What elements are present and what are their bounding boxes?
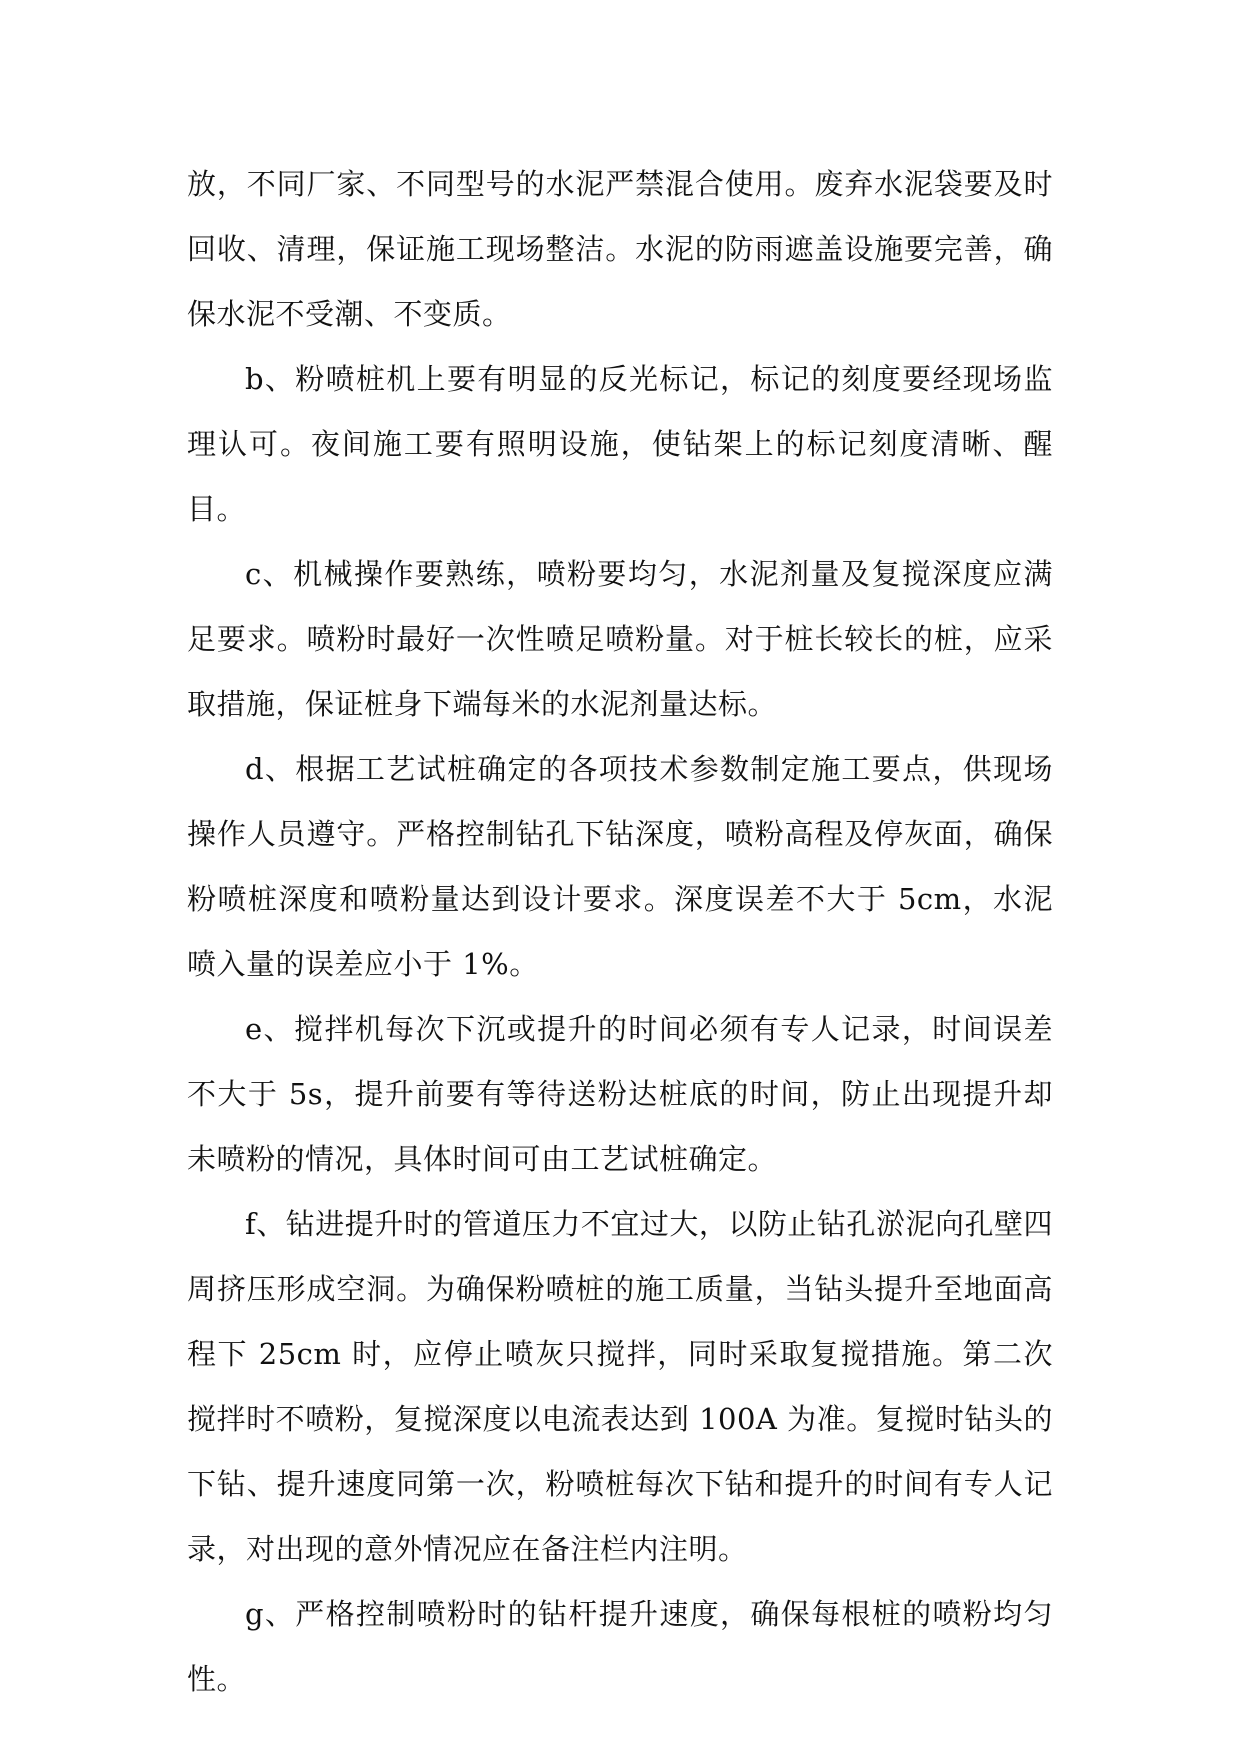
paragraph-b: b、粉喷桩机上要有明显的反光标记，标记的刻度要经现场监理认可。夜间施工要有照明设施，使钻架上的标记刻度清晰、醒目。 bbox=[187, 362, 1053, 526]
document-body bbox=[187, 152, 1053, 1712]
paragraph-g: g、严格控制喷粉时的钻杆提升速度，确保每根桩的喷粉均匀性。 bbox=[187, 1597, 1053, 1696]
paragraph-d: d、根据工艺试桩确定的各项技术参数制定施工要点，供现场操作人员遵守。严格控制钻孔下钻深度，喷粉高程及停灰面，确保粉喷桩深度和喷粉量达到设计要求。深度误差不大于 5cm，水泥喷入量的误差应小于 1%。 bbox=[187, 752, 1053, 981]
paragraph-e: e、搅拌机每次下沉或提升的时间必须有专人记录，时间误差不大于 5s，提升前要有等待送粉达桩底的时间，防止出现提升却未喷粉的情况，具体时间可由工艺试桩确定。 bbox=[187, 1012, 1053, 1176]
paragraph-continued: 放，不同厂家、不同型号的水泥严禁混合使用。废弃水泥袋要及时回收、清理，保证施工现场整洁。水泥的防雨遮盖设施要完善，确保水泥不受潮、不变质。 bbox=[187, 167, 1053, 331]
paragraph-c: c、机械操作要熟练，喷粉要均匀，水泥剂量及复搅深度应满足要求。喷粉时最好一次性喷足喷粉量。对于桩长较长的桩，应采取措施，保证桩身下端每米的水泥剂量达标。 bbox=[187, 557, 1053, 721]
paragraph-f: f、钻进提升时的管道压力不宜过大，以防止钻孔淤泥向孔壁四周挤压形成空洞。为确保粉喷桩的施工质量，当钻头提升至地面高程下 25cm 时，应停止喷灰只搅拌，同时采取复搅措施。第二次搅拌时不喷粉，复搅深度以电流表达到 100A 为准。复搅时钻头的下钻、提升速度同第一次，粉喷桩每次下钻和提升的时间有专人记录，对出现的意外情况应在备注栏内注明。 bbox=[187, 1207, 1053, 1566]
